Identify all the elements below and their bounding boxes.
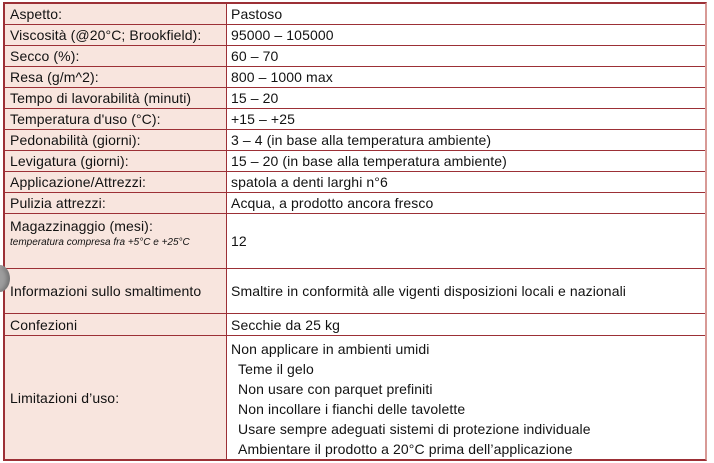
row-value: Acqua, a prodotto ancora fresco bbox=[231, 195, 434, 211]
row-label-cell bbox=[5, 151, 227, 171]
row-value-cell bbox=[227, 151, 705, 171]
table-row-confezioni bbox=[5, 314, 705, 336]
row-label: Tempo di lavorabilità (minuti) bbox=[10, 90, 192, 106]
row-label-cell bbox=[5, 46, 227, 66]
row-value: Pastoso bbox=[231, 6, 283, 22]
row-value-cell bbox=[227, 109, 705, 129]
limitation-line: Non incollare i fianchi delle tavolette bbox=[238, 401, 466, 417]
row-value: 60 – 70 bbox=[231, 48, 279, 64]
table-row-applicazione bbox=[5, 172, 705, 193]
row-value-cell bbox=[227, 336, 705, 459]
row-value-cell bbox=[227, 67, 705, 87]
row-label-cell bbox=[5, 314, 227, 335]
row-label-cell bbox=[5, 4, 227, 24]
row-value-cell bbox=[227, 130, 705, 150]
row-value-cell bbox=[227, 193, 705, 213]
row-label: Magazzinaggio (mesi): bbox=[10, 218, 153, 234]
table-row-pedonabilita bbox=[5, 130, 705, 151]
table-row-magazzinaggio bbox=[5, 214, 705, 269]
limitation-line: Teme il gelo bbox=[238, 361, 314, 377]
row-label-cell bbox=[5, 130, 227, 150]
limitation-line: Usare sempre adeguati sistemi di protezione individuale bbox=[238, 421, 591, 437]
row-label: Secco (%): bbox=[10, 48, 80, 64]
row-value: 12 bbox=[231, 233, 247, 249]
spec-table bbox=[3, 2, 707, 461]
row-label-cell bbox=[5, 336, 227, 459]
row-label: Aspetto: bbox=[10, 6, 63, 22]
limitation-line: Non applicare in ambienti umidi bbox=[231, 341, 430, 357]
row-label: Limitazioni d’uso: bbox=[10, 389, 120, 406]
limitation-line: Ambientare il prodotto a 20°C prima dell’applicazione bbox=[238, 441, 573, 457]
table-row-viscosita bbox=[5, 25, 705, 46]
row-label-cell bbox=[5, 25, 227, 45]
table-row-temperatura-uso bbox=[5, 109, 705, 130]
table-row-smaltimento bbox=[5, 269, 705, 314]
row-value: 3 – 4 (in base alla temperatura ambiente) bbox=[231, 132, 492, 148]
row-value-cell bbox=[227, 46, 705, 66]
row-label: Applicazione/Attrezzi: bbox=[10, 174, 147, 190]
row-value-cell bbox=[227, 4, 705, 24]
row-value-cell bbox=[227, 314, 705, 335]
row-value: 15 – 20 (in base alla temperatura ambiente) bbox=[231, 153, 507, 169]
row-value-cell bbox=[227, 25, 705, 45]
row-value: Secchie da 25 kg bbox=[231, 316, 341, 333]
row-label-cell bbox=[5, 193, 227, 213]
row-label-cell bbox=[5, 269, 227, 313]
row-label: Viscosità (@20°C; Brookfield): bbox=[10, 27, 202, 43]
table-row-secco bbox=[5, 46, 705, 67]
table-row-tempo-lavorabilita bbox=[5, 88, 705, 109]
table-row-limitazioni bbox=[5, 336, 705, 459]
row-value: 15 – 20 bbox=[231, 90, 279, 106]
table-row-levigatura bbox=[5, 151, 705, 172]
row-label-cell bbox=[5, 214, 227, 268]
row-label-cell bbox=[5, 67, 227, 87]
row-value-cell bbox=[227, 172, 705, 192]
row-value: +15 – +25 bbox=[231, 111, 295, 127]
row-label: Temperatura d'uso (°C): bbox=[10, 111, 161, 127]
row-label: Informazioni sullo smaltimento bbox=[10, 283, 202, 299]
row-label-cell bbox=[5, 172, 227, 192]
table-row-resa bbox=[5, 67, 705, 88]
row-label: Resa (g/m^2): bbox=[10, 69, 99, 85]
row-value-cell bbox=[227, 88, 705, 108]
limitation-line: Non usare con parquet prefiniti bbox=[238, 381, 433, 397]
row-label: Confezioni bbox=[10, 316, 78, 333]
row-label: Levigatura (giorni): bbox=[10, 153, 129, 169]
table-row-pulizia bbox=[5, 193, 705, 214]
row-value: spatola a denti larghi n°6 bbox=[231, 174, 388, 190]
table-row-aspetto bbox=[5, 4, 705, 25]
row-sublabel: temperatura compresa fra +5°C e +25°C bbox=[10, 237, 190, 248]
row-value: 95000 – 105000 bbox=[231, 27, 334, 43]
row-label: Pedonabilità (giorni): bbox=[10, 132, 141, 148]
row-value-cell bbox=[227, 269, 705, 313]
row-label: Pulizia attrezzi: bbox=[10, 195, 106, 211]
row-value-cell bbox=[227, 214, 705, 268]
row-value: Smaltire in conformità alle vigenti disposizioni locali e nazionali bbox=[231, 283, 627, 299]
row-label-cell bbox=[5, 88, 227, 108]
row-label-cell bbox=[5, 109, 227, 129]
row-value: 800 – 1000 max bbox=[231, 69, 333, 85]
